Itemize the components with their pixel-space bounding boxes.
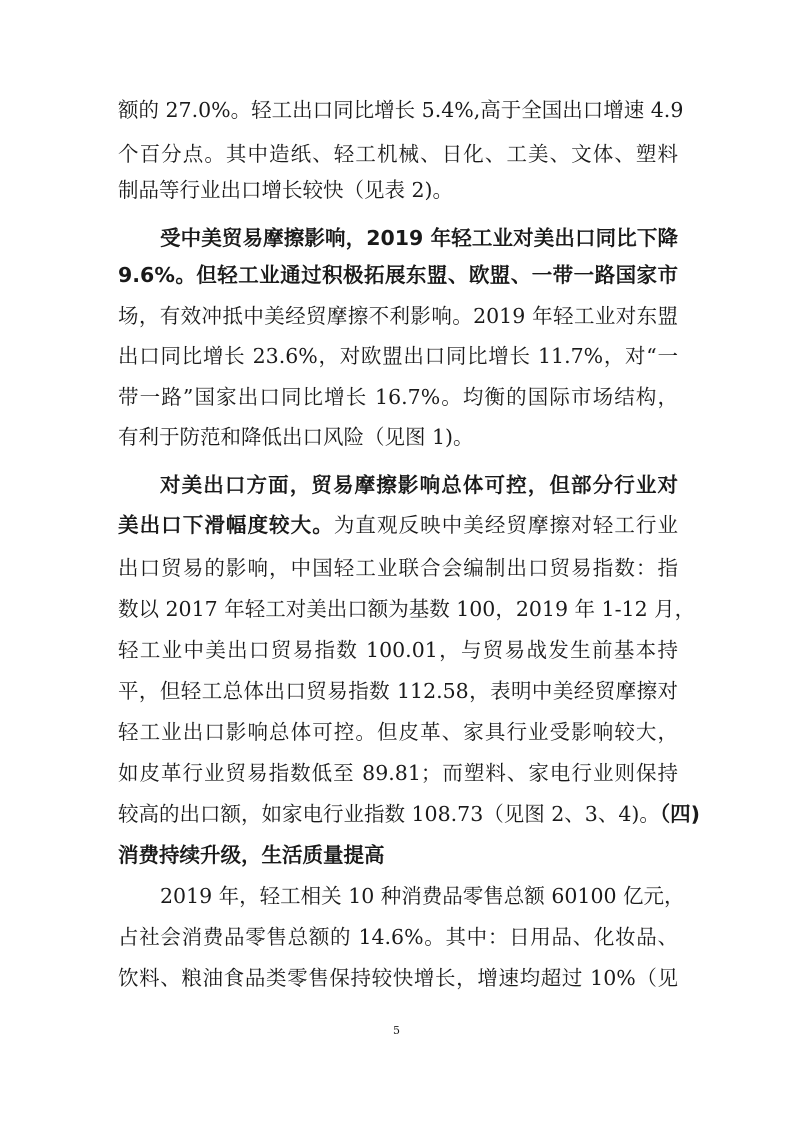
bold-lead-sentence: 受中美贸易摩擦影响，2019 年轻工业对美出口同比下降 <box>160 226 678 250</box>
paragraph-line: 轻工业出口影响总体可控。但皮革、家具行业受影响较大， <box>118 720 678 744</box>
paragraph-line: 轻工业中美出口贸易指数 100.01，与贸易战发生前基本持 <box>118 638 678 662</box>
paragraph-line <box>118 260 678 290</box>
paragraph-line: 如皮革行业贸易指数低至 89.81；而塑料、家电行业则保持 <box>118 761 678 785</box>
section-heading-number: （四) <box>659 802 701 826</box>
paragraph-text: 为直观反映中美经贸摩擦对轻工行业 <box>333 513 679 537</box>
paragraph-line: 占社会消费品零售总额的 14.6%。其中：日用品、化妆品、 <box>118 925 678 949</box>
paragraph-line: 饮料、粮油食品类零售保持较快增长，增速均超过 10%（见 <box>118 966 678 990</box>
paragraph-line: 出口贸易的影响，中国轻工业联合会编制出口贸易指数：指 <box>118 556 678 580</box>
page-number: 5 <box>393 1024 400 1037</box>
bold-lead-sentence: 对美出口方面，贸易摩擦影响总体可控，但部分行业对 <box>160 473 678 497</box>
paragraph-line: 场，有效冲抵中美经贸摩擦不利影响。2019 年轻工业对东盟 <box>118 304 678 328</box>
paragraph-line: 额的 27.0%。轻工出口同比增长 5.4%,高于全国出口增速 4.9 <box>118 98 684 122</box>
paragraph-line: 带一路”国家出口同比增长 16.7%。均衡的国际市场结构， <box>118 385 678 409</box>
bold-text: 美出口下滑幅度较大。 <box>118 513 334 537</box>
paragraph-line: 个百分点。其中造纸、轻工机械、日化、工美、文体、塑料 <box>118 142 678 166</box>
paragraph-line <box>118 799 701 829</box>
bold-text: 9.6%。但轻工业通过积极拓展东盟、欧盟、一带一路国家市 <box>118 263 678 287</box>
section-heading: 消费持续升级，生活质量提高 <box>118 843 385 867</box>
paragraph-line: 出口同比增长 23.6%，对欧盟出口同比增长 11.7%，对“一 <box>118 344 678 368</box>
paragraph-line: 平，但轻工总体出口贸易指数 112.58，表明中美经贸摩擦对 <box>118 679 678 703</box>
paragraph-line: 数以 2017 年轻工对美出口额为基数 100，2019 年 1-12 月， <box>118 597 696 621</box>
paragraph-line: 2019 年，轻工相关 10 种消费品零售总额 60100 亿元， <box>160 884 685 908</box>
paragraph-line: 制品等行业出口增长较快（见表 2)。 <box>118 178 454 202</box>
paragraph-line <box>118 510 678 540</box>
paragraph-text: 较高的出口额，如家电行业指数 108.73（见图 2、3、4)。 <box>118 802 660 826</box>
paragraph-line: 有利于防范和降低出口风险（见图 1)。 <box>118 425 474 449</box>
